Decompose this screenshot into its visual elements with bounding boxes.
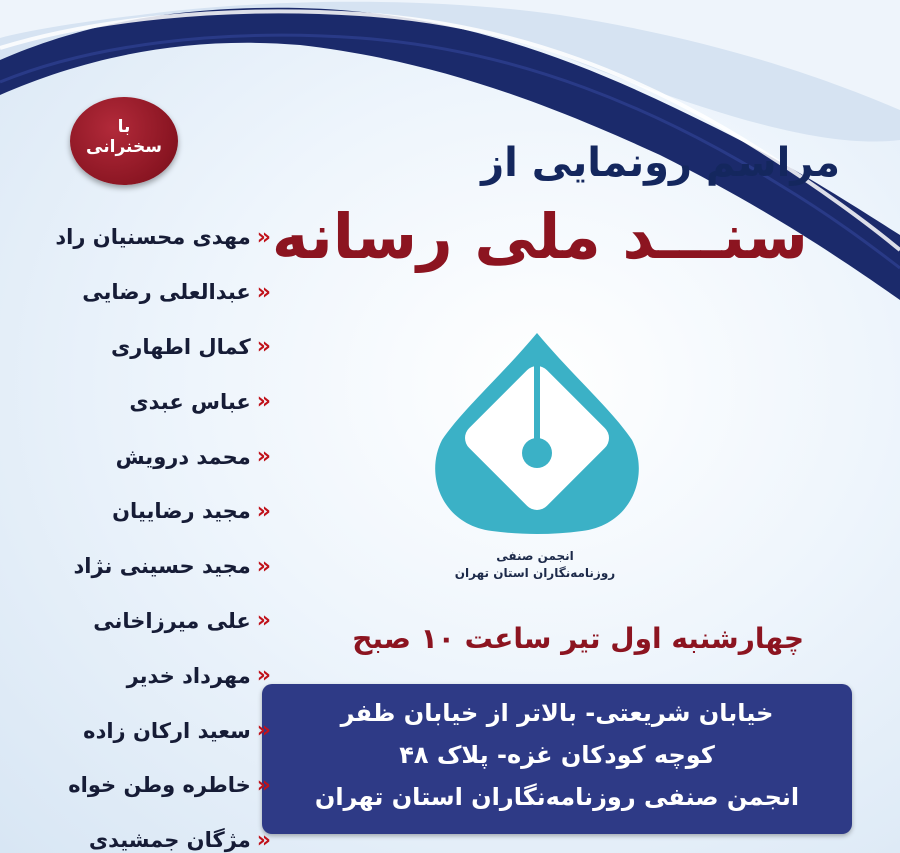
address-line-1: خیابان شریعتی- بالاتر از خیابان ظفر — [340, 699, 774, 727]
speaker-name: مجید رضاییان — [112, 499, 251, 524]
speaker-name: علی میرزاخانی — [93, 608, 251, 633]
speaker-name: کمال اطهاری — [111, 334, 251, 359]
chevron-left-double-icon: « — [256, 608, 265, 634]
speaker-name: عباس عبدی — [129, 389, 251, 414]
chevron-left-double-icon: « — [256, 389, 265, 415]
badge-line-1: با — [117, 117, 131, 137]
title-line-2: سنـــد ملی رسانه — [271, 200, 808, 273]
speaker-item — [15, 429, 265, 484]
address-box — [262, 684, 852, 834]
chevron-left-double-icon: « — [256, 718, 265, 744]
speaker-item — [15, 265, 265, 320]
speaker-name: مهدی محسنیان راد — [55, 225, 251, 250]
speaker-name: عبدالعلی رضایی — [82, 280, 251, 305]
chevron-left-double-icon: « — [256, 224, 265, 250]
press-association-logo — [432, 325, 642, 540]
organization-line-2: روزنامه‌نگاران استان تهران — [454, 566, 616, 580]
speaker-name: مجید حسینی نژاد — [73, 554, 251, 579]
chevron-left-double-icon: « — [256, 772, 265, 798]
speaker-name: خاطره وطن خواه — [68, 773, 251, 798]
chevron-left-double-icon: « — [256, 553, 265, 579]
speaker-item — [15, 210, 265, 265]
chevron-left-double-icon: « — [256, 663, 265, 689]
badge-line-2: سخنرانی — [86, 137, 162, 157]
address-line-2: کوچه کودکان غزه- پلاک ۴۸ — [399, 741, 715, 769]
speaker-item — [15, 374, 265, 429]
speaker-item — [15, 703, 265, 758]
title-line-1: مراسم رونمایی از — [481, 140, 840, 186]
speaker-item — [15, 539, 265, 594]
address-line-3: انجمن صنفی روزنامه‌نگاران استان تهران — [314, 783, 800, 811]
speaker-item — [15, 648, 265, 703]
speaker-name: مهرداد خدیر — [126, 663, 251, 688]
speaker-item — [15, 320, 265, 375]
organization-line-1: انجمن صنفی — [496, 549, 574, 563]
chevron-left-double-icon: « — [256, 498, 265, 524]
speakers-list — [15, 210, 265, 853]
speaker-name: محمد درویش — [115, 444, 251, 469]
chevron-left-double-icon: « — [256, 334, 265, 360]
speaker-item — [15, 758, 265, 813]
chevron-left-double-icon: « — [256, 827, 265, 853]
event-date: چهارشنبه اول تیر ساعت ۱۰ صبح — [352, 622, 804, 655]
organization-name — [445, 548, 625, 582]
speaker-item — [15, 813, 265, 853]
chevron-left-double-icon: « — [256, 444, 265, 470]
speaker-name: سعید ارکان زاده — [83, 718, 251, 743]
speaker-item — [15, 484, 265, 539]
speaker-name: مژگان جمشیدی — [88, 828, 251, 853]
speaker-item — [15, 594, 265, 649]
chevron-left-double-icon: « — [256, 279, 265, 305]
speech-badge — [70, 97, 178, 185]
